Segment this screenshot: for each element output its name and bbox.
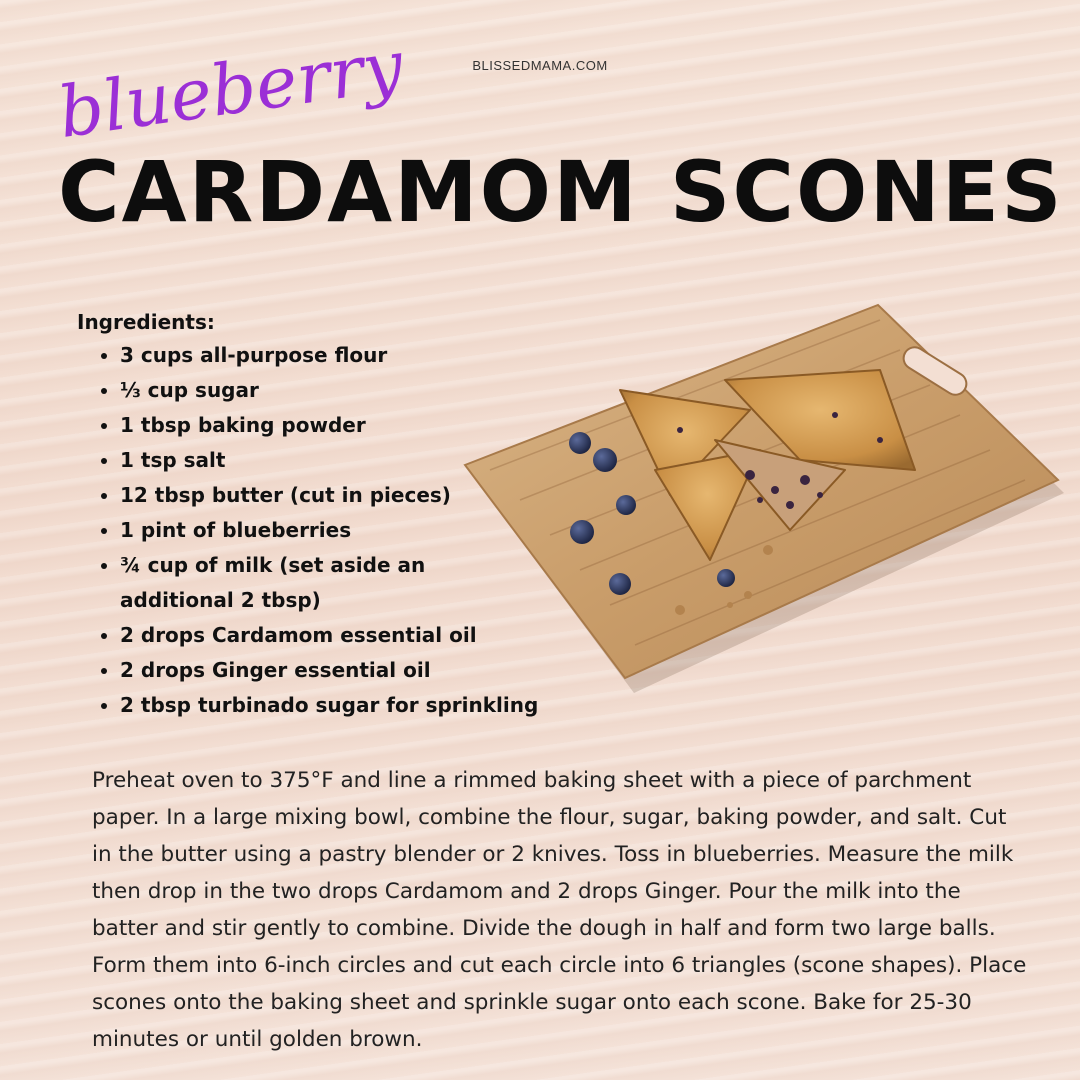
title-script: blueberry: [53, 24, 408, 154]
cutting-board-illustration: [460, 300, 1070, 700]
list-item: • ¾ cup of milk (set aside an additional 2 tbsp): [120, 548, 450, 618]
page-title: CARDAMOM SCONES: [58, 143, 1064, 241]
list-item: • 2 drops Ginger essential oil: [120, 653, 590, 688]
list-item: • 2 tbsp turbinado sugar for sprinkling: [120, 688, 590, 723]
method-paragraph: Preheat oven to 375°F and line a rimmed baking sheet with a piece of parchment paper. In a large mixing bowl, combine the flour, sugar, baking powder, and salt. Cut in the butter using a pastry blender or 2 knives. Toss in blueberries. Measure the milk then drop in the two drops Cardamom and 2 drops Ginger. Pour the milk into the batter and stir gently to combine. Divide the dough in half and form two large balls. Form them into 6-inch circles and cut each circle into 6 triangles (scone shapes). Place scones onto the baking sheet and sprinkle sugar onto each scone. Bake for 25-30 minutes or until golden brown.: [92, 768, 1027, 1052]
list-item: • 1 pint of blueberries: [120, 513, 410, 548]
list-item: • 2 drops Cardamom essential oil: [120, 618, 590, 653]
list-item: • 12 tbsp butter (cut in pieces): [120, 478, 590, 513]
list-item: • ⅓ cup sugar: [120, 373, 590, 408]
list-item: • 3 cups all-purpose flour: [120, 338, 590, 373]
ingredients-heading: Ingredients:: [77, 310, 215, 334]
scones-photo: [460, 300, 1070, 700]
list-item: • 1 tsp salt: [120, 443, 590, 478]
site-name: BLISSEDMAMA.COM: [472, 58, 608, 73]
list-item: • 1 tbsp baking powder: [120, 408, 590, 443]
